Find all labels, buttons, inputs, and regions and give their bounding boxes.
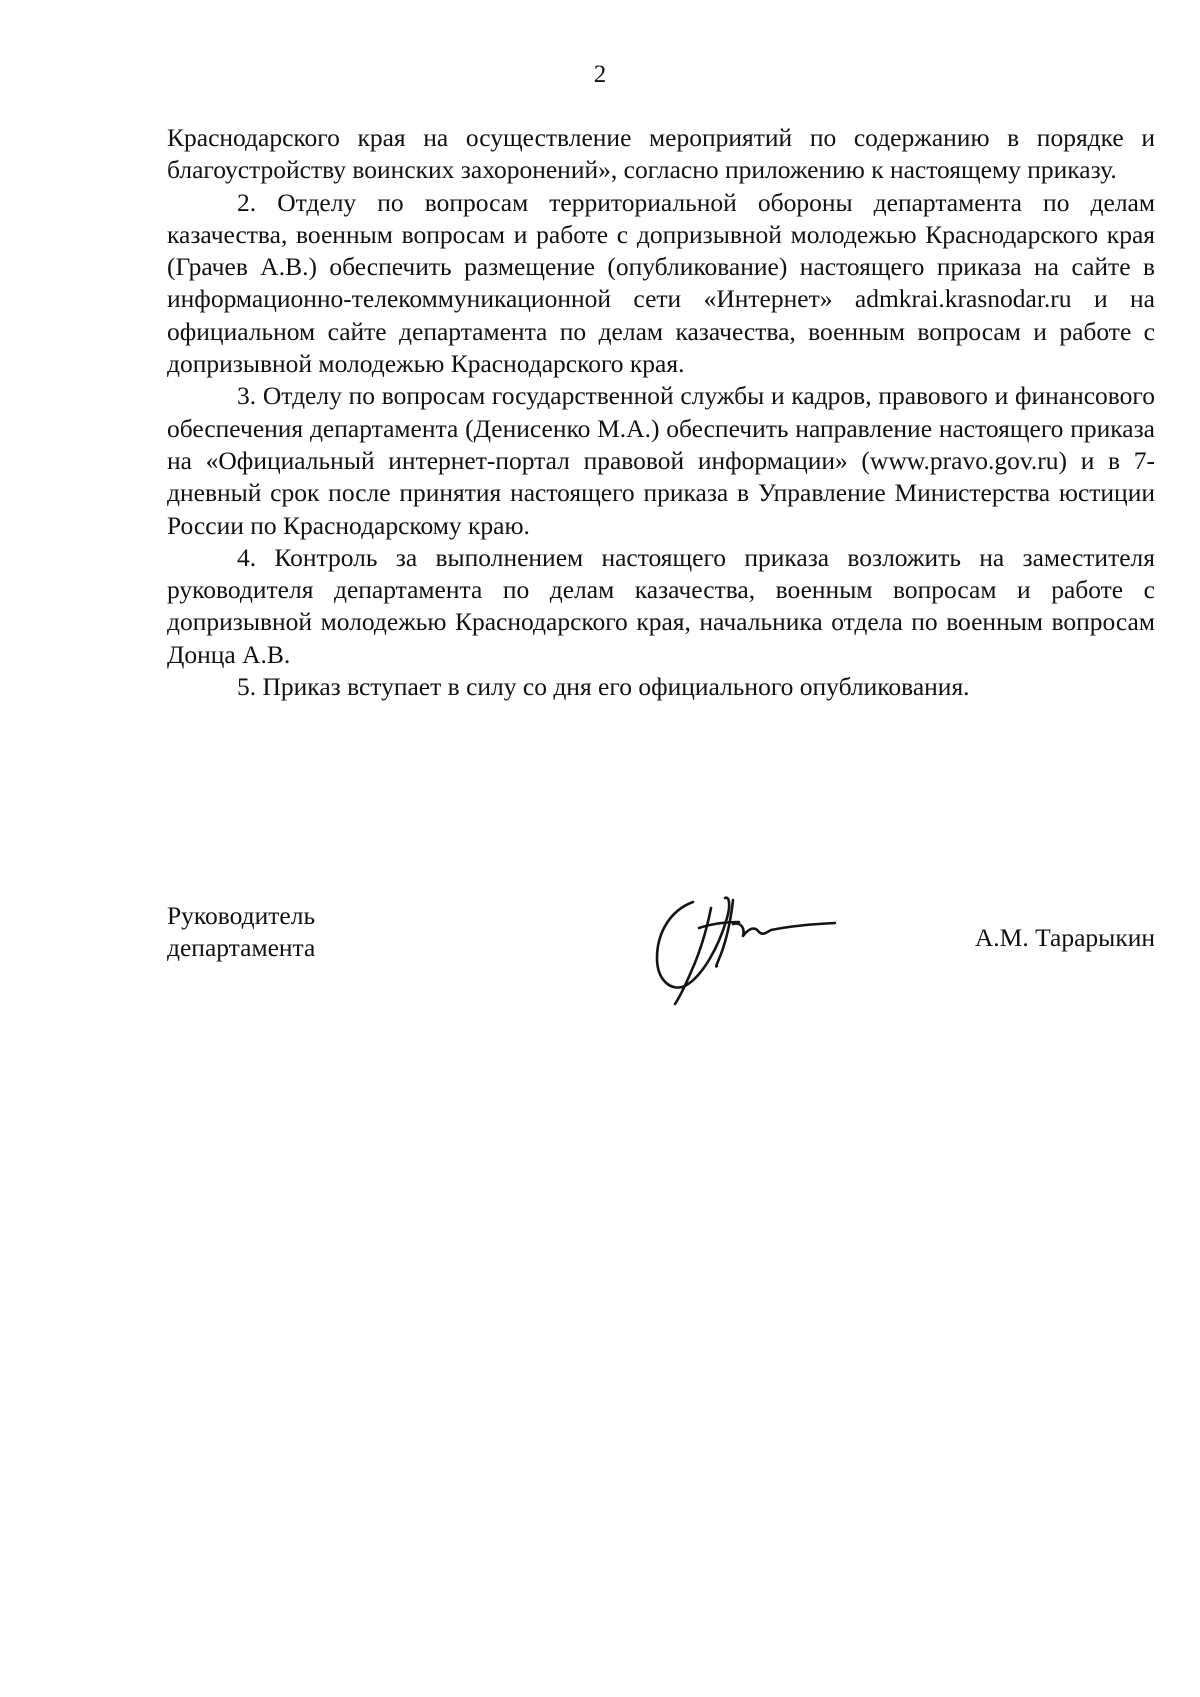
signature-block — [167, 900, 1155, 1020]
paragraph-item-5: 5. Приказ вступает в силу со дня его официального опубликования. — [237, 672, 970, 702]
paragraph-item-2: 2. Отделу по вопросам территориальной обороны департамента по делам казачества, военным вопросам и работе с допризывной молодежью Краснодарского края (Грачев А.В.) обеспечить размещение (опубликование) настоящего приказа на сайте в информационно-телекоммуникационной сети «Интернет» admkrai.krasnodar.ru и на официальном сайте департамента по делам казачества, военным вопросам и работе с допризывной молодежью Краснодарского края. — [167, 187, 1155, 379]
document-body — [167, 122, 1155, 703]
signatory-position-line-1: Руководитель — [167, 901, 316, 930]
handwritten-signature-icon — [645, 888, 865, 1008]
page-number: 2 — [593, 61, 607, 88]
signatory-position — [167, 900, 315, 965]
paragraph-item-4: 4. Контроль за выполнением настоящего приказа возложить на заместителя руководителя департамента по делам казачества, военным вопросам и работе с допризывной молодежью Краснодарского края, начальника отдела по военным вопросам Донца А.В. — [167, 542, 1155, 669]
signature-stroke-vertical-2 — [716, 900, 733, 967]
paragraph-item-3: 3. Отделу по вопросам государственной службы и кадров, правового и финансового обеспечения департамента (Денисенко М.А.) обеспечить направление настоящего приказа на «Официальный интернет-портал правовой информации» (www.pravo.gov.ru) и в 7-дневный срок после принятия настоящего приказа в Управление Министерства юстиции России по Краснодарскому краю. — [167, 381, 1155, 540]
signature-stroke-loop — [657, 898, 729, 988]
paragraph-continuation: Краснодарского края на осуществление мероприятий по содержанию в порядке и благоустройству воинских захоронений», согласно приложению к настоящему приказу. — [167, 123, 1155, 185]
signature-stroke-tail — [733, 923, 835, 936]
signatory-position-line-2: департамента — [167, 933, 316, 963]
signature-stroke-vertical-1 — [675, 908, 711, 1004]
signatory-name: А.М. Тарарыкин — [974, 923, 1155, 952]
